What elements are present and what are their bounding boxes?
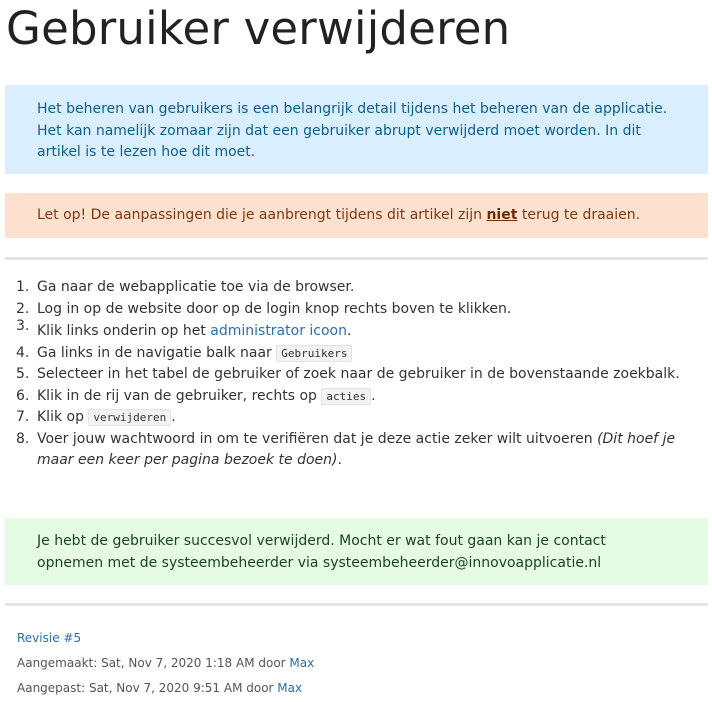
warning-text-before: Let op! De aanpassingen die je aanbrengt tijdens dit artikel zijn [37,207,487,223]
step-text: Ga links in de navigatie balk naar [37,344,277,361]
step-number: 4. [16,344,30,361]
warning-text-after: terug te draaien. [517,207,641,223]
step-item [5,386,685,408]
code-verwijderen: verwijderen [88,409,171,426]
divider [5,603,708,606]
page-title: Gebruiker verwijderen [6,2,511,55]
updated-by-link[interactable]: Max [277,681,303,695]
step-text-after: . [371,387,376,404]
updated-label: Aangepast: Sat, Nov 7, 2020 9:51 AM door [17,681,278,695]
step-text: Ga naar de webapplicatie toe via de browser. [37,279,355,295]
info-callout-text: Het beheren van gebruikers is een belangrijk detail tijdens het beheren van de applicatie. Het kan namelijk zomaar zijn dat een gebruiker abrupt verwijderd moet worden. In dit artikel is te lezen hoe dit moet. [37,101,668,160]
revision-link[interactable]: Revisie #5 [17,631,82,645]
step-number: 6. [16,387,30,404]
step-item [5,277,685,299]
divider [5,257,708,260]
step-item [5,407,685,429]
created-info [17,656,314,670]
step-number: 8. [16,430,30,447]
step-number: 7. [16,409,30,425]
step-item [5,299,685,321]
step-note: (Dit hoef je maar een keer per pagina bezoek te doen) [37,430,676,468]
step-text: Log in op de website door op de login knop rechts boven te klikken. [37,300,512,317]
warning-emphasis: niet [486,207,518,223]
created-by-link[interactable]: Max [289,656,315,670]
step-item [5,318,685,343]
code-acties: acties [321,388,371,405]
info-callout [5,85,708,174]
step-item [5,364,685,386]
steps-list [5,277,685,472]
step-text: Klik in de rij van de gebruiker, rechts op [37,387,322,404]
step-text: Klik links onderin op het [37,323,211,339]
step-number: 1. [16,279,30,295]
step-text-after: . [171,409,176,425]
step-number: 3. [16,318,30,334]
step-item [5,343,685,365]
administrator-icon-link[interactable]: administrator icoon [210,323,347,339]
success-callout-text: Je hebt de gebruiker succesvol verwijderd. Mocht er wat fout gaan kan je contact opnemen met de systeembeheerder via systeembeheerder@innovoapplicatie.nl [37,533,606,571]
step-number: 2. [16,300,30,317]
warning-callout [5,193,708,238]
step-number: 5. [16,366,30,382]
updated-info [17,681,302,695]
step-item [5,429,685,472]
step-text-after: . [347,323,352,339]
created-label: Aangemaakt: Sat, Nov 7, 2020 1:18 AM door [17,656,290,670]
step-text: Klik op [37,409,89,425]
step-text: Voer jouw wachtwoord in om te verifiëren dat je deze actie zeker wilt uitvoeren [37,430,598,447]
code-gebruikers: Gebruikers [276,345,352,362]
step-text-after: . [337,452,342,468]
step-text: Selecteer in het tabel de gebruiker of zoek naar de gebruiker in de bovenstaande zoekbalk. [37,366,680,382]
success-callout [5,518,708,585]
